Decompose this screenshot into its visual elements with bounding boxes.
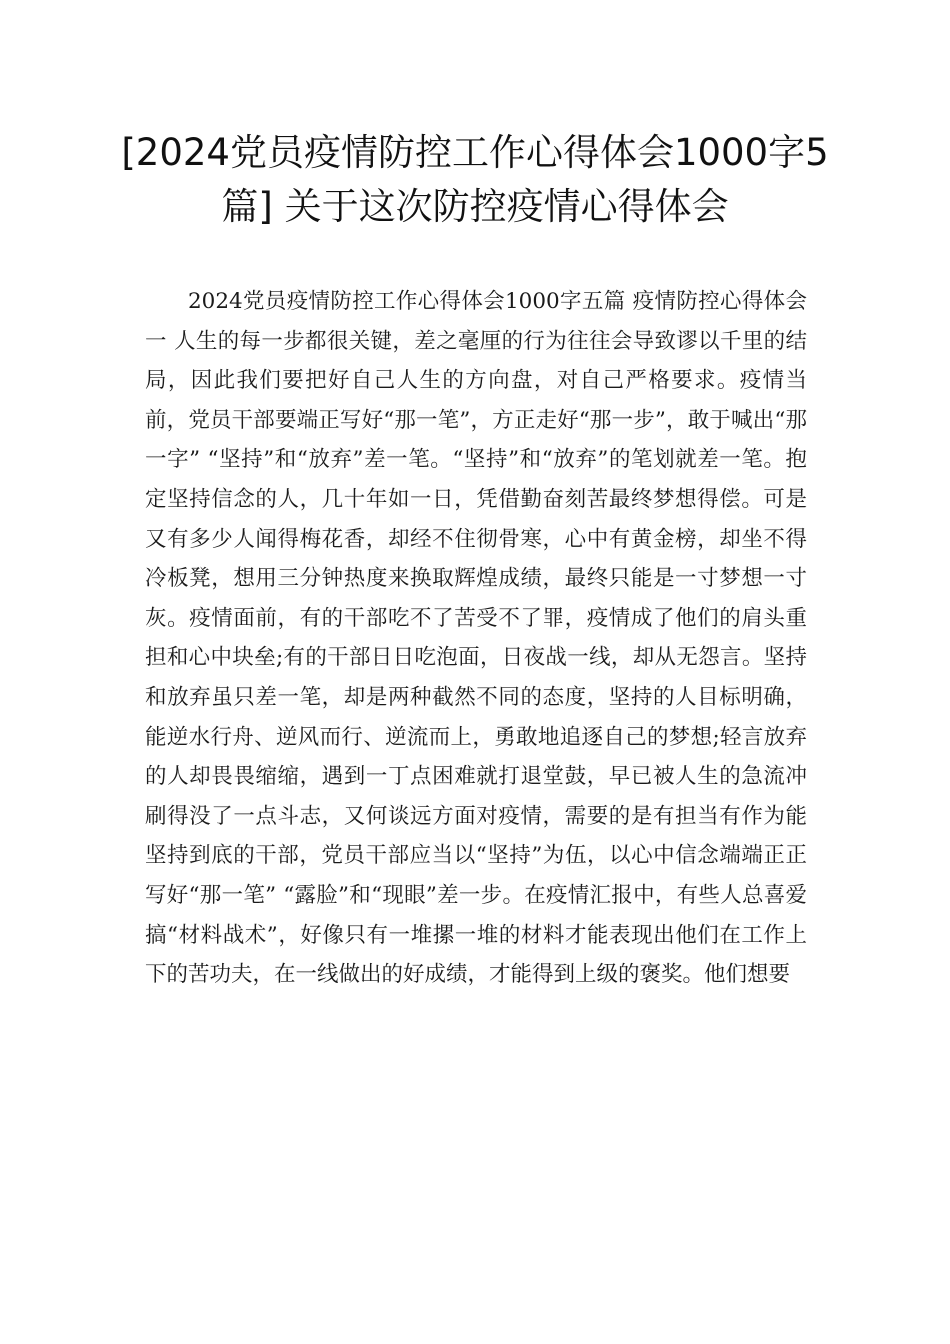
document-body: 2024党员疫情防控工作心得体会1000字五篇 疫情防控心得体会一 人生的每一步都很关键，差之毫厘的行为往往会导致谬以千里的结局，因此我们要把好自己人生的方向盘，对自己严格要求。疫情当前，党员干部要端正写好“那一笔”，方正走好“那一步”，敢于喊出“那一字” “坚持”和“放弃”差一笔。“坚持”和“放弃”的笔划就差一笔。抱定坚持信念的人，几十年如一日，凭借勤奋刻苦最终梦想得偿。可是又有多少人闻得梅花香，却经不住彻骨寒，心中有黄金榜，却坐不得冷板凳，想用三分钟热度来换取辉煌成绩，最终只能是一寸梦想一寸灰。疫情面前，有的干部吃不了苦受不了罪，疫情成了他们的肩头重担和心中块垒;有的干部日日吃泡面，日夜战一线，却从无怨言。坚持和放弃虽只差一笔，却是两种截然不同的态度，坚持的人目标明确，能逆水行舟、逆风而行、逆流而上，勇敢地追逐自己的梦想;轻言放弃的人却畏畏缩缩，遇到一丁点困难就打退堂鼓，早已被人生的急流冲刷得没了一点斗志，又何谈远方面对疫情，需要的是有担当有作为能坚持到底的干部，党员干部应当以“坚持”为伍，以心中信念端端正正写好“那一笔” “露脸”和“现眼”差一步。在疫情汇报中，有些人总喜爱搞“材料战术”，好像只有一堆摞一堆的材料才能表现出他们在工作上下的苦功夫，在一线做出的好成绩，才能得到上级的褒奖。他们想要	[145, 289, 807, 988]
document-title: [2024党员疫情防控工作心得体会1000字5篇] 关于这次防控疫情心得体会	[121, 131, 829, 228]
